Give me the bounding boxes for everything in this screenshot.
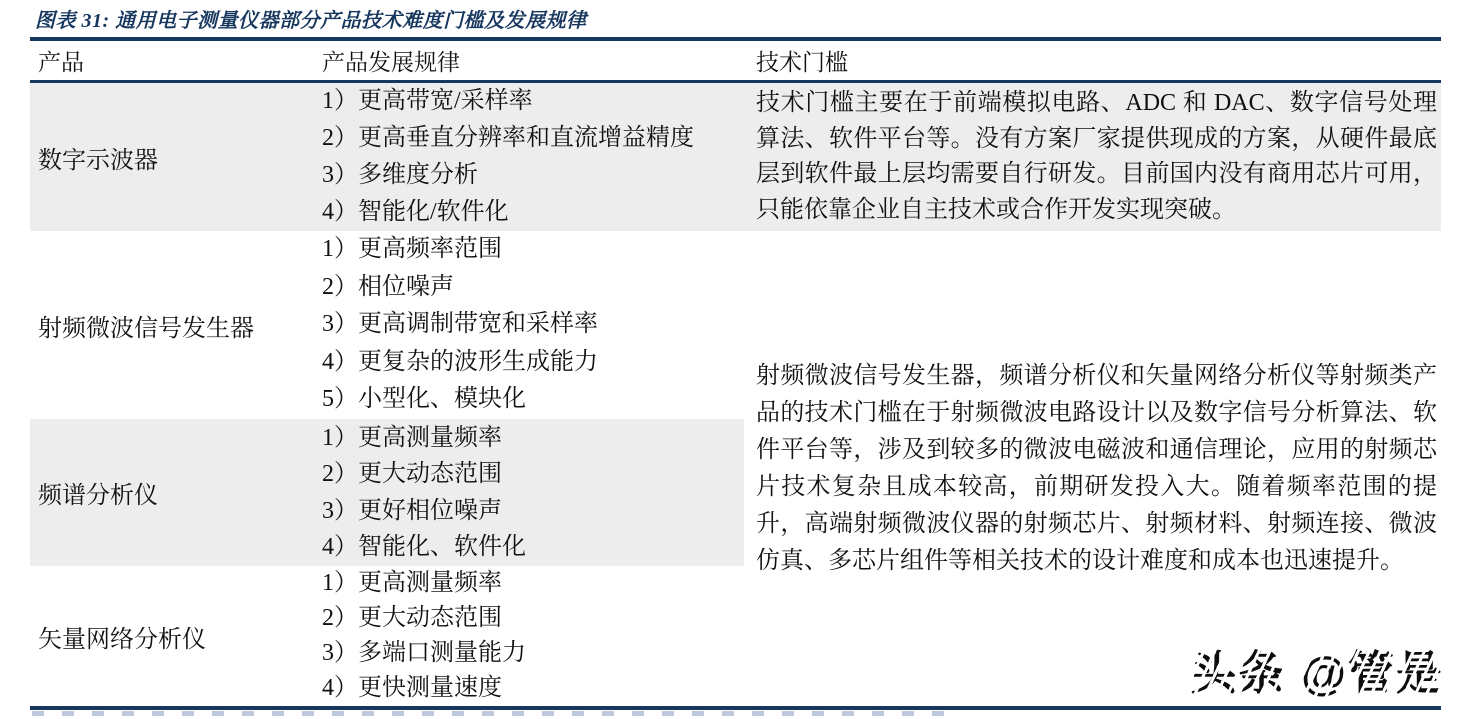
product-threshold-table — [30, 37, 1441, 710]
development-rules-list — [320, 419, 744, 566]
product-name: 射频微波信号发生器 — [38, 315, 254, 342]
table-body — [30, 83, 1441, 706]
threshold-text: 射频微波信号发生器，频谱分析仪和矢量网络分析仪等射频类产品的技术门槛在于射频微波电路设计以及数字信号分析算法、软件平台等，涉及到较多的微波电磁波和通信理论，应用的射频芯片技术复杂且成本较高，前期研发投入大。随着频率范围的提升，高端射频微波仪器的射频芯片、射频材料、射频连接、微波仿真、多芯片组件等相关技术的设计难度和成本也迅速提升。 — [756, 362, 1437, 574]
rule-item: 2）更大动态范围 — [322, 605, 502, 631]
header-development-rules: 产品发展规律 — [322, 50, 460, 75]
rule-item: 2）相位噪声 — [322, 273, 454, 300]
header-technical-threshold: 技术门槛 — [756, 50, 848, 75]
rule-item: 3）更高调制带宽和采样率 — [322, 311, 598, 338]
technical-threshold-column — [744, 83, 1441, 706]
rule-item: 4）更快测量速度 — [322, 675, 502, 701]
table-row — [30, 566, 744, 706]
product-name: 矢量网络分析仪 — [38, 626, 206, 653]
table-header-row — [30, 41, 1441, 83]
rule-item: 4）智能化、软件化 — [322, 534, 526, 560]
development-rules-list — [320, 566, 744, 706]
rule-item: 2）更高垂直分辨率和直流增益精度 — [322, 125, 694, 151]
threshold-text: 技术门槛主要在于前端模拟电路、ADC 和 DAC、数字信号处理算法、软件平台等。没有方案厂家提供现成的方案，从硬件最底层到软件最上层均需要自行研发。目前国内没有商用芯片可用，只能依靠企业自主技术或合作开发实现突破。 — [756, 90, 1437, 223]
figure-title: 图表 31: 通用电子测量仪器部分产品技术难度门槛及发展规律 — [35, 10, 587, 32]
product-name: 数字示波器 — [38, 147, 158, 174]
watermark-text: 头条 @管是 — [1190, 637, 1444, 703]
rule-item: 1）更高带宽/采样率 — [322, 88, 533, 114]
rule-item: 3）多维度分析 — [322, 162, 478, 188]
rule-item: 3）多端口测量能力 — [322, 640, 526, 666]
threshold-cell-oscilloscope — [744, 83, 1441, 231]
table-row — [30, 83, 744, 231]
rule-item: 4）智能化/软件化 — [322, 199, 509, 225]
rule-item: 4）更复杂的波形生成能力 — [322, 348, 598, 375]
rule-item: 3）更好相位噪声 — [322, 497, 502, 524]
rule-item: 1）更高测量频率 — [322, 570, 502, 596]
rule-item: 1）更高测量频率 — [322, 424, 502, 451]
threshold-cell-rf-products — [744, 231, 1441, 706]
clipped-source-line — [32, 711, 962, 716]
rule-item: 2）更大动态范围 — [322, 461, 502, 487]
table-row — [30, 231, 744, 419]
rule-item: 1）更高频率范围 — [322, 236, 502, 263]
product-name: 频谱分析仪 — [38, 483, 158, 509]
header-product: 产品 — [38, 50, 84, 75]
product-and-rules-columns — [30, 83, 744, 706]
rule-item: 5）小型化、模块化 — [322, 386, 526, 413]
table-row — [30, 419, 744, 566]
development-rules-list — [320, 83, 744, 231]
development-rules-list — [320, 231, 744, 419]
